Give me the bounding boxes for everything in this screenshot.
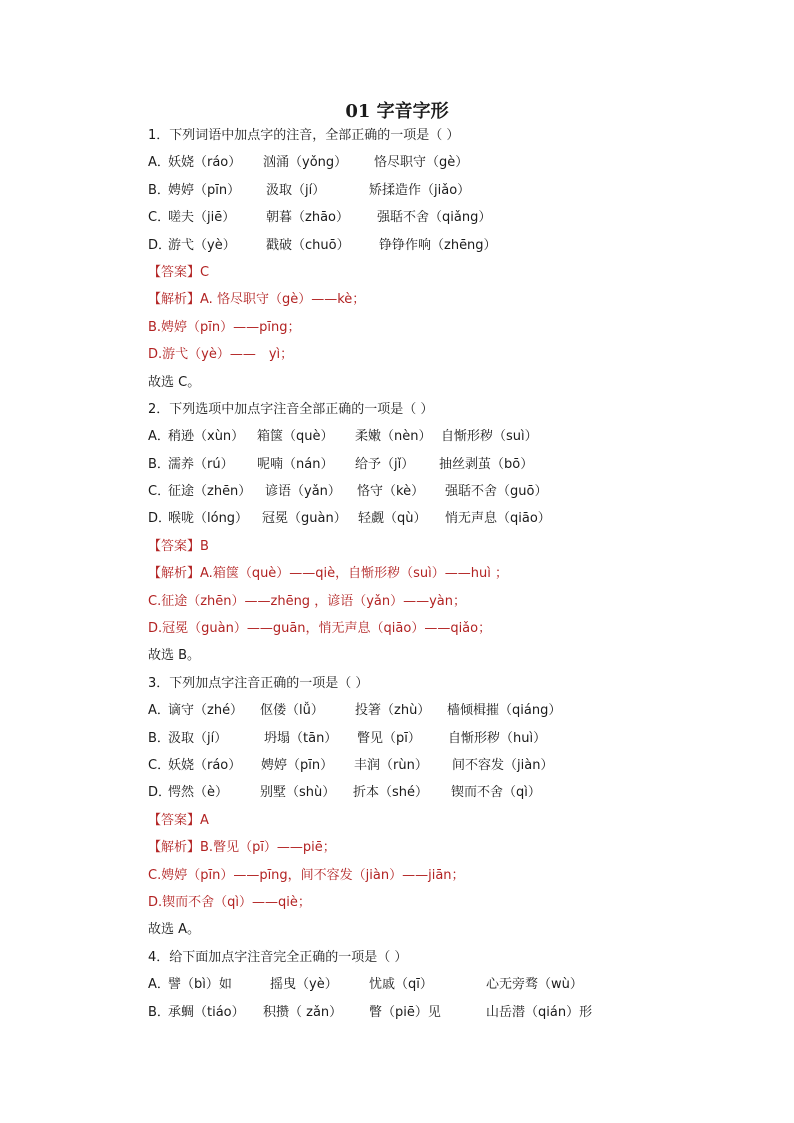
option-item: 忧戚（qī） — [369, 977, 433, 993]
option-row — [148, 999, 754, 1026]
document-body — [148, 122, 754, 1026]
option-item: 恪尽职守（gè） — [374, 155, 469, 171]
option-item: 譬（bì）如 — [168, 977, 232, 993]
option-item: 自惭形秽（huì） — [448, 730, 547, 746]
analysis-text: D.冠冕（guàn）——guān，悄无声息（qiāo）——qiǎo； — [148, 621, 492, 637]
option-label: A． — [148, 977, 170, 993]
question-stem: 1．下列词语中加点字的注音，全部正确的一项是（ ） — [148, 128, 460, 143]
option-label: B． — [148, 182, 170, 198]
option-row — [148, 232, 754, 259]
analysis-text: D.游弋（yè）—— yì； — [148, 347, 294, 363]
option-item: 妖娆（ráo） — [168, 757, 242, 773]
conclusion: 故选 C。 — [148, 374, 201, 390]
option-label: B． — [148, 1004, 170, 1020]
conclusion: 故选 A。 — [148, 922, 201, 938]
option-item: 朝暮（zhāo） — [266, 210, 349, 226]
option-row — [148, 752, 754, 779]
option-item: 伛偻（lǚ） — [260, 703, 324, 719]
option-item: 娉婷（pīn） — [261, 757, 334, 773]
question-stem: 2．下列选项中加点字注音全部正确的一项是（ ） — [148, 401, 434, 417]
option-item: 悄无声息（qiāo） — [445, 511, 551, 527]
option-item: 汲取（jí） — [266, 182, 326, 198]
option-item: 山岳潜（qián）形 — [486, 1004, 593, 1020]
analysis-line — [148, 286, 754, 313]
answer-tag: 【答案】 — [148, 538, 201, 554]
option-row — [148, 779, 754, 806]
analysis-tag: 【解析】 — [148, 840, 201, 856]
analysis-text: C.娉婷（pīn）——pīng，间不容发（jiàn）——jiān； — [148, 867, 465, 883]
option-item: 积攒（ zǎn） — [263, 1004, 343, 1020]
option-item: 游弋（yè） — [168, 237, 236, 253]
option-item: 汲取（jí） — [168, 730, 228, 746]
analysis-text: A. 恪尽职守（gè）——kè； — [200, 292, 366, 308]
option-item: 坍塌（tān） — [264, 730, 338, 746]
option-item: 间不容发（jiàn） — [452, 757, 554, 773]
option-item: 戳破（chuō） — [266, 237, 350, 253]
option-item: 瞥（piē）见 — [369, 1004, 441, 1020]
option-row — [148, 423, 754, 450]
option-row — [148, 505, 754, 532]
question-stem: 3．下列加点字注音正确的一项是（ ） — [148, 675, 369, 691]
option-item: 矫揉造作（jiǎo） — [369, 182, 471, 198]
conclusion: 故选 B。 — [148, 648, 201, 664]
analysis-line — [148, 834, 754, 861]
analysis-text: C.征途（zhēn）——zhēng ，谚语（yǎn）——yàn； — [148, 593, 466, 609]
option-row — [148, 451, 754, 478]
answer-value: A — [200, 812, 209, 828]
option-row — [148, 177, 754, 204]
option-row — [148, 725, 754, 752]
option-item: 自惭形秽（suì） — [441, 429, 538, 445]
option-row — [148, 149, 754, 176]
option-item: 谚语（yǎn） — [265, 484, 341, 500]
answer-line — [148, 533, 754, 560]
option-label: C． — [148, 757, 171, 773]
option-item: 娉婷（pīn） — [168, 182, 241, 198]
option-item: 愕然（è） — [168, 785, 228, 801]
option-item: 喉咙（lóng） — [168, 511, 249, 527]
option-item: 铮铮作响（zhēng） — [379, 237, 497, 253]
answer-tag: 【答案】 — [148, 264, 201, 280]
option-item: 承蜩（tiáo） — [168, 1004, 245, 1020]
analysis-text: B.瞥见（pī）——piē； — [200, 840, 336, 856]
option-item: 轻觑（qù） — [358, 511, 427, 527]
option-item: 樯倾楫摧（qiáng） — [447, 703, 562, 719]
option-label: A． — [148, 155, 170, 171]
option-item: 呢喃（nán） — [257, 456, 334, 472]
option-item: 投箸（zhù） — [355, 703, 431, 719]
option-item: 心无旁骛（wù） — [486, 977, 583, 993]
option-label: C． — [148, 484, 171, 500]
option-label: D． — [148, 785, 172, 801]
option-item: 柔嫩（nèn） — [355, 429, 432, 445]
option-item: 征途（zhēn） — [168, 484, 252, 500]
option-item: 锲而不舍（qì） — [451, 785, 541, 801]
option-label: C． — [148, 210, 171, 226]
option-label: A． — [148, 703, 170, 719]
answer-line — [148, 259, 754, 286]
option-item: 摇曳（yè） — [270, 977, 338, 993]
option-item: 箱箧（què） — [257, 429, 334, 445]
answer-value: C — [200, 264, 210, 280]
analysis-tag: 【解析】 — [148, 292, 201, 308]
option-item: 濡养（rú） — [168, 456, 234, 472]
option-label: A． — [148, 429, 170, 445]
analysis-tag: 【解析】 — [148, 566, 201, 582]
option-row — [148, 204, 754, 231]
option-item: 汹涌（yǒng） — [263, 155, 348, 171]
option-item: 抽丝剥茧（bō） — [439, 456, 534, 472]
option-item: 谪守（zhé） — [168, 703, 244, 719]
answer-tag: 【答案】 — [148, 812, 201, 828]
option-item: 丰润（rùn） — [354, 757, 428, 773]
answer-line — [148, 807, 754, 834]
option-row — [148, 971, 754, 998]
option-label: D． — [148, 511, 172, 527]
option-item: 妖娆（ráo） — [168, 155, 242, 171]
option-item: 强聒不舍（qiǎng） — [377, 210, 492, 226]
option-item: 瞥见（pī） — [357, 730, 421, 746]
analysis-text: A.箱箧（què）——qiè，自惭形秽（suì）——huì ； — [200, 566, 509, 582]
option-item: 折本（shé） — [353, 785, 429, 801]
option-item: 给予（jǐ） — [355, 456, 415, 472]
question-stem: 4．给下面加点字注音完全正确的一项是（ ） — [148, 949, 408, 965]
option-item: 恪守（kè） — [357, 484, 425, 500]
answer-value: B — [200, 538, 209, 554]
option-label: B． — [148, 730, 170, 746]
option-label: D． — [148, 237, 172, 253]
option-item: 冠冕（guàn） — [262, 511, 347, 527]
analysis-line — [148, 560, 754, 587]
option-item: 强聒不舍（guō） — [445, 484, 548, 500]
option-label: B． — [148, 456, 170, 472]
option-row — [148, 697, 754, 724]
page-title: 01 字音字形 — [345, 101, 449, 122]
analysis-text: D.锲而不舍（qì）——qiè； — [148, 894, 311, 910]
option-item: 稍逊（xùn） — [168, 429, 245, 445]
option-item: 别墅（shù） — [260, 785, 336, 801]
analysis-text: B.娉婷（pīn）——pīng； — [148, 319, 301, 335]
option-row — [148, 478, 754, 505]
option-item: 嗟夫（jiē） — [168, 210, 236, 226]
